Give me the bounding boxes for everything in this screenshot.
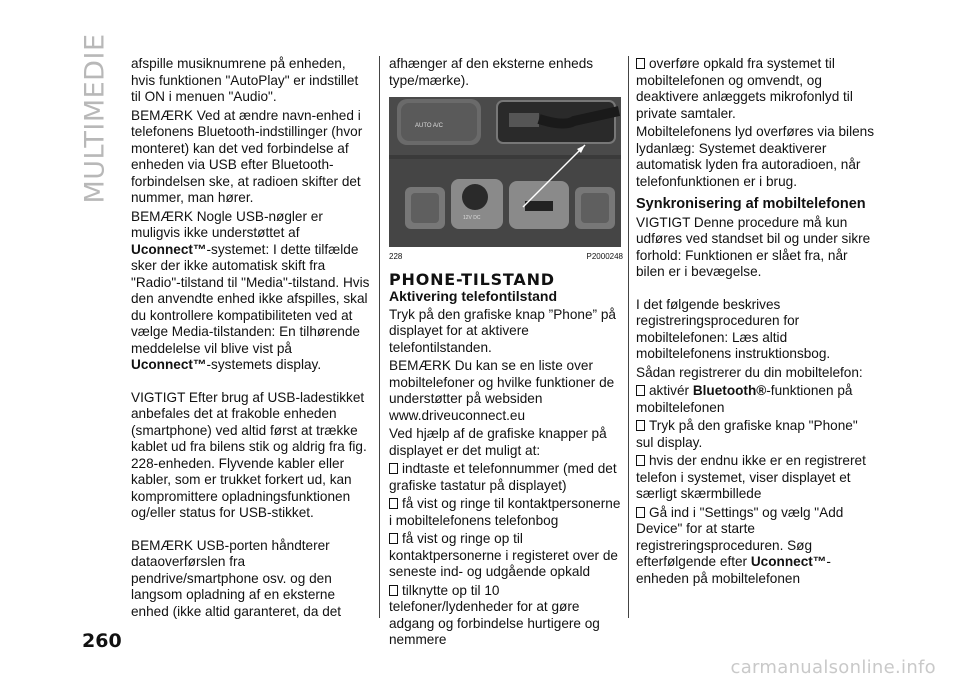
paragraph: Ved hjælp af de grafiske knapper på displayet er det muligt at:	[389, 426, 607, 458]
list-item-text: få vist og ringe til kontaktpersonerne i mobiltelefonens telefonbog	[389, 496, 621, 528]
section-heading: PHONE-TILSTAND	[389, 269, 555, 289]
subsection-heading: Synkronisering af mobiltelefonen	[636, 196, 866, 212]
brand-name: Uconnect™	[131, 241, 207, 257]
figure-number: 228	[389, 252, 403, 261]
paragraph: VIGTIGT Efter brug af USB-ladestikket anbefales det at frakoble enheden (smartphone) ved altid først at trække kablet ud fra bilens stik og aldrig fra fig. 228-enheden. Flyvende kabler eller kabler, som er trukket forkert ud, kan kompromittere opladningsfunktionen og/eller status for USB-stikket.	[131, 389, 367, 520]
checkbox-bullet-icon	[636, 385, 645, 396]
list-item	[389, 496, 623, 529]
checkbox-bullet-icon	[389, 533, 398, 544]
brand-name: Uconnect™	[750, 554, 827, 569]
watermark: carmanualsonline.info	[730, 657, 936, 678]
port-label: 12V DC	[463, 215, 481, 221]
text-run: BEMÆRK Nogle USB-nøgler er muligvis ikke understøttet af	[131, 208, 323, 240]
list-item-text: -enheden på mobiltelefonen	[636, 554, 831, 586]
column-middle	[389, 56, 623, 651]
text-run: -systemet: I dette tilfælde sker der ikke automatisk skift fra "Radio"-tilstand til "Media"-tilstand. Hvis den anvendte enhed ikke afspilles, skal du kontrollere kompatibiliteten ved at vælge Media-tilstanden: En tilhørende meddelelse vil blive vist på	[131, 241, 370, 356]
list-item-text: indtaste et telefonnummer (med det grafiske tastatur på displayet)	[389, 461, 617, 493]
list-item	[636, 56, 876, 122]
paragraph: Tryk på den grafiske knap ”Phone” på displayet for at aktivere telefontilstanden.	[389, 306, 616, 355]
brand-name: Bluetooth®	[692, 383, 767, 398]
list-item	[636, 453, 876, 503]
page-number: 260	[82, 630, 122, 652]
section-side-title	[78, 32, 112, 204]
ac-label: AUTO A/C	[415, 123, 443, 129]
checkbox-bullet-icon	[636, 455, 645, 466]
paragraph: BEMÆRK Du kan se en liste over mobiltelefoner og hvilke funktioner de understøtter på websiden www.driveuconnect.eu	[389, 358, 615, 423]
list-item	[389, 531, 623, 581]
brand-name: Uconnect™	[131, 357, 207, 372]
checkbox-bullet-icon	[389, 498, 398, 509]
paragraph: Mobiltelefonens lyd overføres via bilens lydanlæg: Systemet deaktiverer automatisk lyden fra autoradioen, når telefonfunktionen er i brug.	[636, 124, 875, 189]
usb-port-figure	[389, 97, 621, 247]
list-item	[636, 383, 876, 416]
paragraph: afhænger af den eksterne enheds type/mærke).	[389, 56, 594, 88]
paragraph: I det følgende beskrives registreringsproceduren for mobiltelefonen: Læs altid mobiltelefonens instruktionsbog.	[636, 296, 831, 361]
list-item-text: overføre opkald fra systemet til mobiltelefonen og omvendt, og deaktivere anlæggets mikrofonlyd til private samtaler.	[636, 56, 853, 121]
list-item-text: aktivér	[649, 383, 693, 398]
list-item	[636, 418, 876, 451]
checkbox-bullet-icon	[389, 463, 398, 474]
text-run: -systemets display.	[206, 357, 322, 372]
list-item	[389, 583, 623, 649]
list-item	[389, 461, 623, 494]
paragraph: afspille musiknumrene på enheden, hvis funktionen "AutoPlay" er indstillet til ON i menuen "Audio".	[131, 56, 359, 104]
paragraph: VIGTIGT Denne procedure må kun udføres ved standset bil og under sikre forhold: Funktionen er slået fra, når bilen er i bevægelse.	[636, 214, 871, 279]
column-left	[131, 56, 371, 622]
checkbox-bullet-icon	[636, 58, 645, 69]
checkbox-bullet-icon	[389, 585, 398, 596]
list-item	[636, 505, 876, 588]
list-item-text: hvis der endnu ikke er en registreret telefon i systemet, viser displayet et særligt skærmbillede	[636, 453, 866, 501]
checkbox-bullet-icon	[636, 420, 645, 431]
column-divider	[379, 56, 380, 618]
paragraph: Sådan registrerer du din mobiltelefon:	[636, 364, 863, 380]
paragraph: BEMÆRK USB-porten håndterer dataoverførslen fra pendrive/smartphone osv. og den langsom opladning af en eksterne enhed (ikke altid garanteret, da det	[131, 537, 342, 619]
usb-port-illustration	[389, 97, 621, 247]
column-right	[636, 56, 876, 589]
paragraph: BEMÆRK Ved at ændre navn-enhed i telefonens Bluetooth-indstillinger (hvor monteret) kan det ved forbindelse af enheden via USB efter Bluetooth-forbindelsen ske, at radioen skifter det nummer, man hører.	[131, 107, 363, 205]
list-item-text: Gå ind i "Settings" og vælg "Add Device" for at starte registreringsproceduren. Søg efterfølgende efter	[636, 504, 844, 569]
list-item-text: -funktionen på mobiltelefonen	[636, 383, 853, 415]
checkbox-bullet-icon	[636, 507, 645, 518]
paragraph	[131, 209, 371, 374]
figure-code: P2000248	[586, 252, 623, 261]
subsection-heading: Aktivering telefontilstand	[389, 288, 558, 304]
list-item-text: tilknytte op til 10 telefoner/lydenheder for at gøre adgang og forbindelse hurtigere og nemmere	[389, 582, 600, 647]
section-title-text: MULTIMEDIE	[79, 32, 111, 204]
column-divider	[628, 56, 629, 618]
figure-caption	[389, 249, 623, 266]
list-item-text: Tryk på den grafiske knap "Phone" sul display.	[636, 418, 858, 450]
list-item-text: få vist og ringe op til kontaktpersonerne i registeret over de seneste ind- og udgående opkald	[389, 531, 618, 579]
